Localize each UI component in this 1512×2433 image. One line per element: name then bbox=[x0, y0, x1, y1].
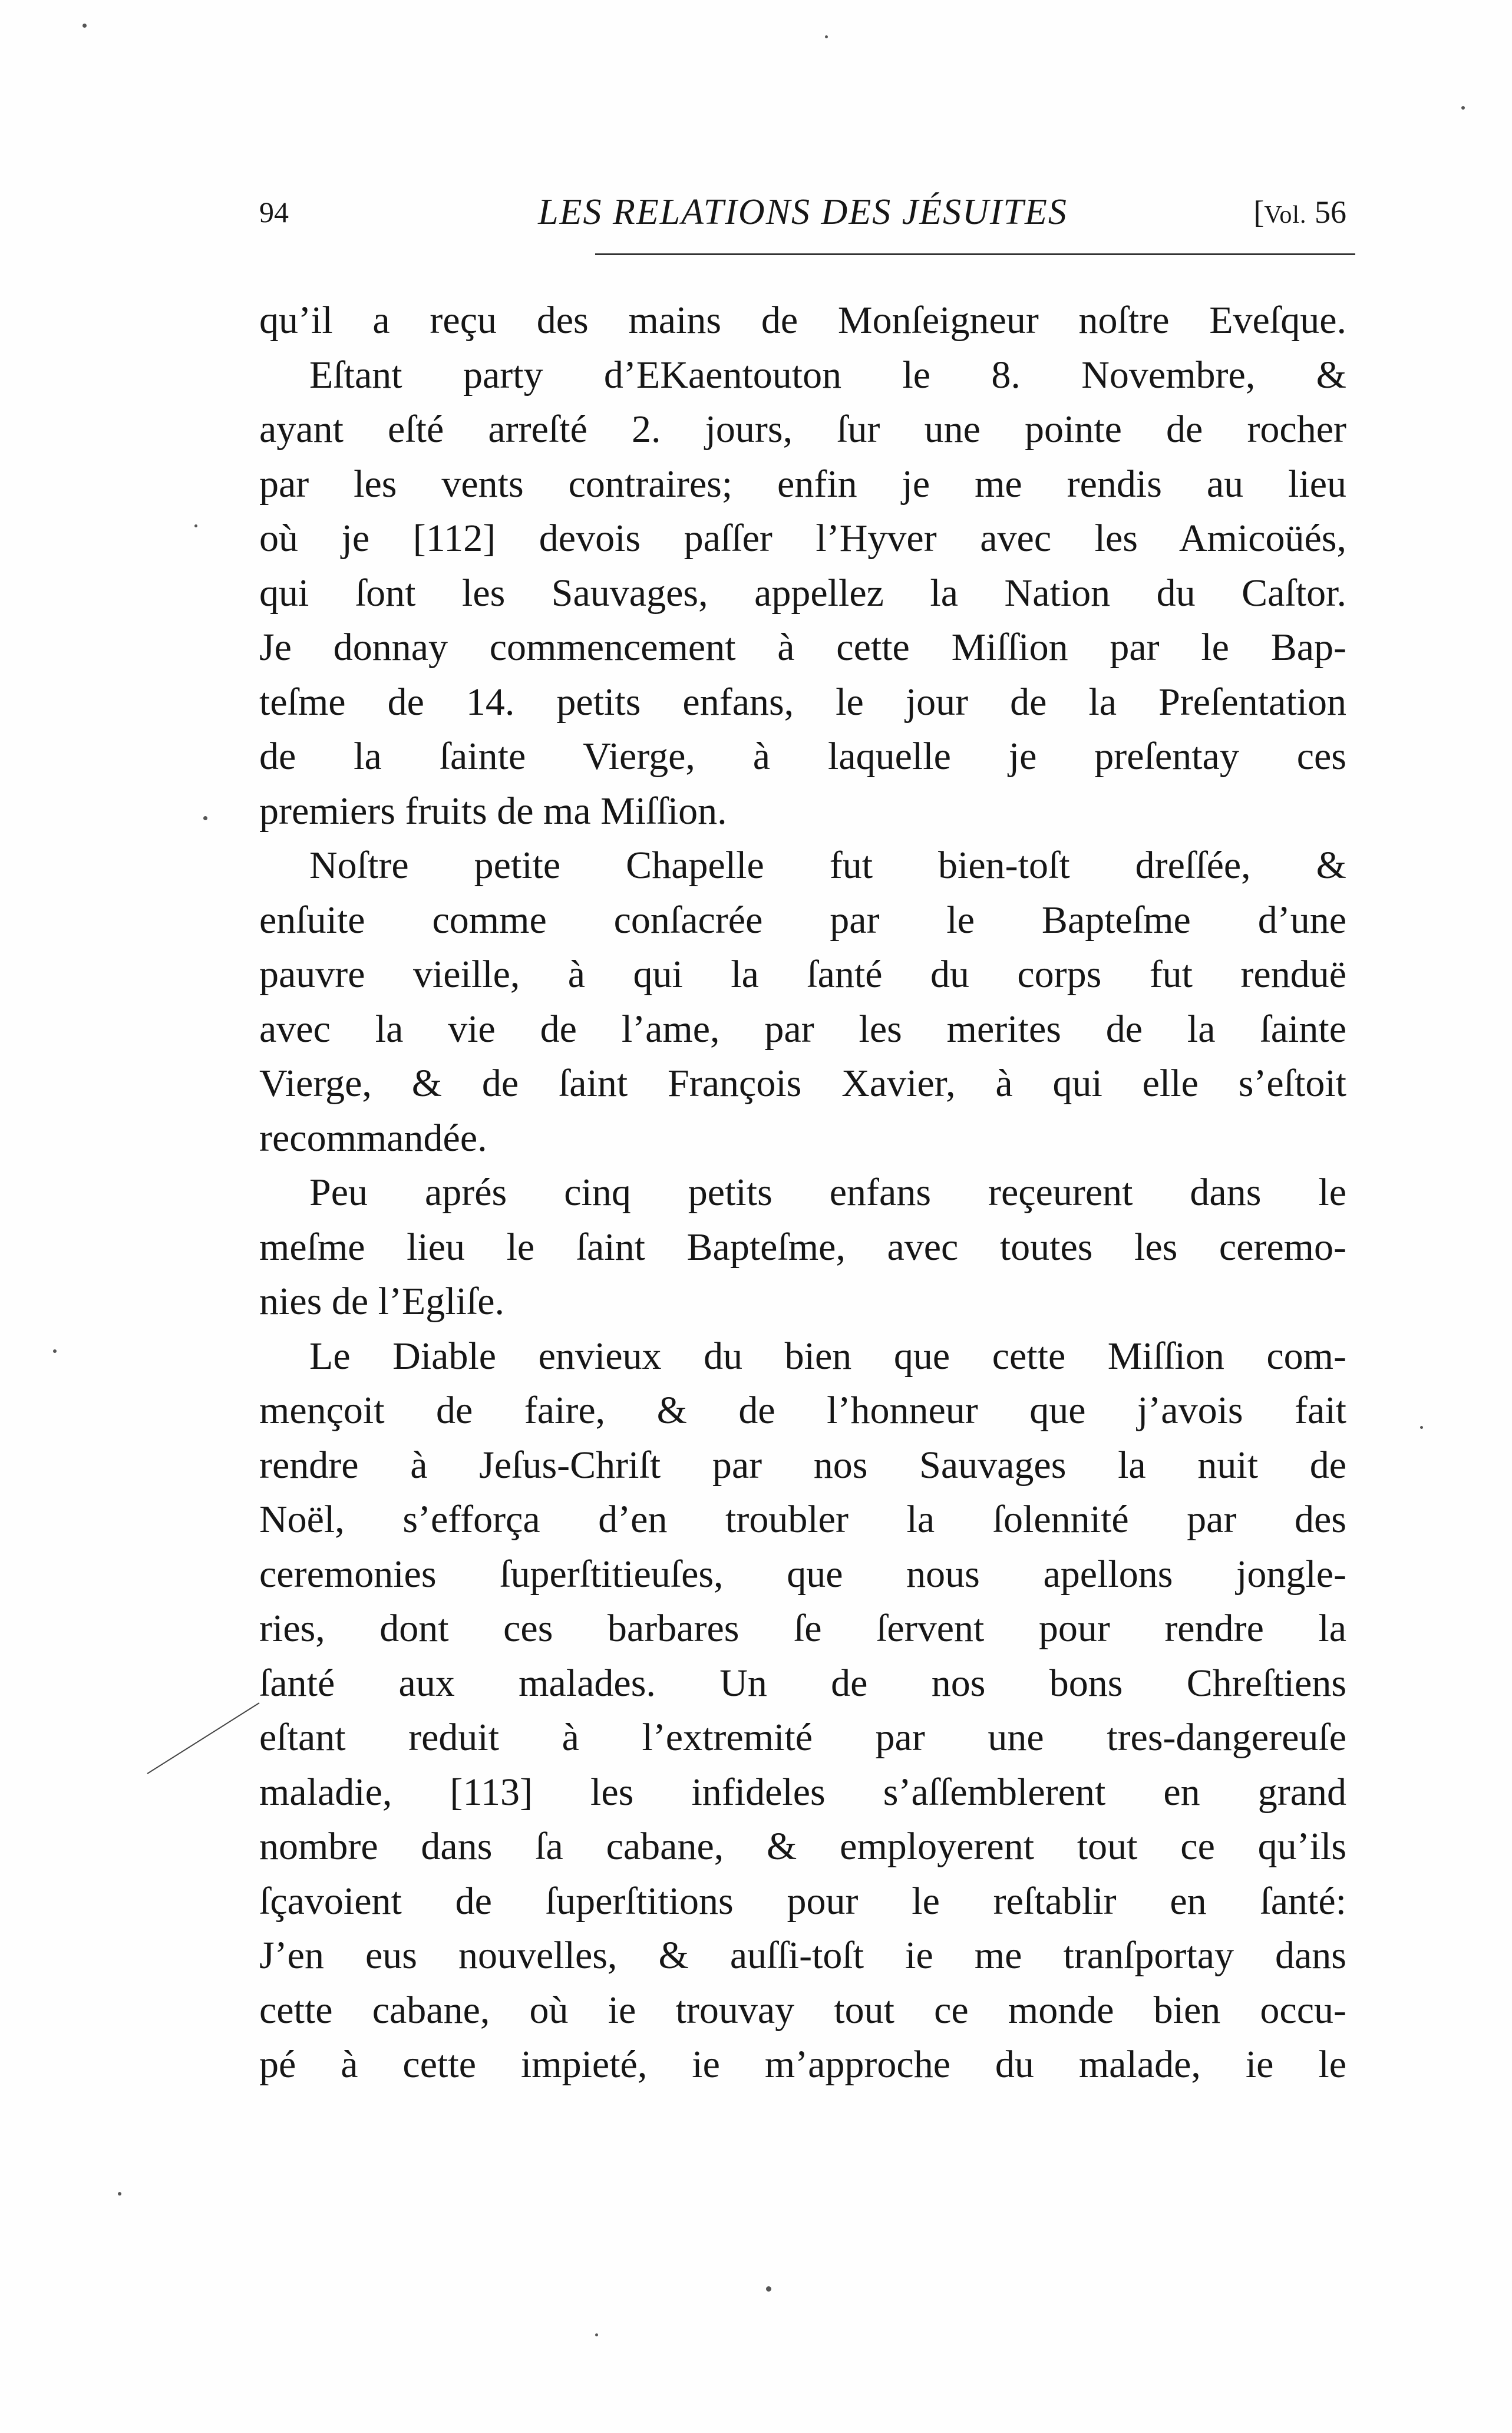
scan-speck bbox=[53, 1349, 57, 1353]
text-line: nies de l’Egliſe. bbox=[259, 1280, 505, 1323]
page-number: 94 bbox=[259, 196, 289, 229]
text-line: J’en eus nouvelles, & auſſi-toſt ie me tranſportay dans bbox=[259, 1934, 1346, 1977]
volume-label bbox=[1253, 194, 1346, 230]
text-line: mençoit de faire, & de l’honneur que j’avois fait bbox=[259, 1389, 1346, 1432]
header-rule bbox=[595, 253, 1355, 255]
text-line: qu’il a reçu des mains de Monſeigneur noſtre Eveſque. bbox=[259, 299, 1346, 342]
text-line: rendre à Jeſus-Chriſt par nos Sauvages la nuit de bbox=[259, 1443, 1346, 1487]
text-line: qui ſont les Sauvages, appellez la Nation du Caſtor. bbox=[259, 571, 1346, 615]
text-line: Noël, s’efforça d’en troubler la ſolennité par des bbox=[259, 1498, 1346, 1541]
text-line: Vierge, & de ſaint François Xavier, à qui elle s’eſtoit bbox=[259, 1062, 1346, 1105]
text-line: cette cabane, où ie trouvay tout ce monde bien occu- bbox=[259, 1988, 1346, 2032]
scan-speck bbox=[825, 35, 828, 38]
text-line: Peu aprés cinq petits enfans reçeurent dans le bbox=[309, 1171, 1346, 1214]
running-header bbox=[259, 192, 1346, 245]
text-line: maladie, [113] les infideles s’aſſemblerent en grand bbox=[259, 1770, 1346, 1814]
text-line: ſanté aux malades. Un de nos bons Chreſtiens bbox=[259, 1661, 1346, 1705]
text-line: Eſtant party d’EKaentouton le 8. Novembre, & bbox=[309, 353, 1346, 397]
scan-speck bbox=[82, 24, 87, 28]
text-line: Le Diable envieux du bien que cette Miſſion com- bbox=[309, 1334, 1346, 1378]
scan-speck bbox=[595, 2333, 598, 2336]
text-line: Noſtre petite Chapelle fut bien-toſt dreſſée, & bbox=[309, 844, 1346, 887]
text-line: premiers fruits de ma Miſſion. bbox=[259, 789, 727, 833]
scan-speck bbox=[766, 2286, 771, 2292]
scan-speck bbox=[203, 816, 207, 820]
text-line: teſme de 14. petits enfans, le jour de la Preſentation bbox=[259, 680, 1346, 724]
volume-bracket: [ bbox=[1253, 194, 1265, 230]
text-line: ries, dont ces barbares ſe ſervent pour rendre la bbox=[259, 1607, 1346, 1650]
scan-speck bbox=[118, 2192, 121, 2196]
running-title: LES RELATIONS DES JÉSUITES bbox=[538, 192, 1068, 232]
text-line: pauvre vieille, à qui la ſanté du corps fut renduë bbox=[259, 953, 1346, 996]
volume-number: 56 bbox=[1315, 194, 1346, 230]
scan-speck bbox=[1461, 106, 1465, 110]
text-line: par les vents contraires; enfin je me rendis au lieu bbox=[259, 462, 1346, 506]
text-line: de la ſainte Vierge, à laquelle je preſentay ces bbox=[259, 735, 1346, 778]
text-line: ayant eſté arreſté 2. jours, ſur une pointe de rocher bbox=[259, 408, 1346, 451]
text-line: Je donnay commencement à cette Miſſion par le Bap- bbox=[259, 626, 1346, 669]
volume-abbrev: Vol. bbox=[1264, 202, 1307, 229]
text-line: avec la vie de l’ame, par les merites de la ſainte bbox=[259, 1007, 1346, 1051]
text-line: meſme lieu le ſaint Bapteſme, avec toutes les ceremo- bbox=[259, 1225, 1346, 1269]
scan-speck bbox=[1420, 1426, 1423, 1429]
text-line: eſtant reduit à l’extremité par une tres-dangereuſe bbox=[259, 1716, 1346, 1759]
text-line: nombre dans ſa cabane, & employerent tout ce qu’ils bbox=[259, 1825, 1346, 1868]
text-line: enſuite comme conſacrée par le Bapteſme d’une bbox=[259, 898, 1346, 942]
text-line: ceremonies ſuperſtitieuſes, que nous apellons jongle- bbox=[259, 1552, 1346, 1596]
text-line: recommandée. bbox=[259, 1116, 487, 1160]
pencil-mark bbox=[141, 1697, 271, 1780]
body-text bbox=[259, 293, 1346, 2092]
text-line: où je [112] devois paſſer l’Hyver avec les Amicoüés, bbox=[259, 517, 1346, 560]
text-line: ſçavoient de ſuperſtitions pour le reſtablir en ſanté: bbox=[259, 1879, 1346, 1923]
text-line: pé à cette impieté, ie m’approche du malade, ie le bbox=[259, 2043, 1346, 2086]
scan-speck bbox=[194, 524, 197, 527]
